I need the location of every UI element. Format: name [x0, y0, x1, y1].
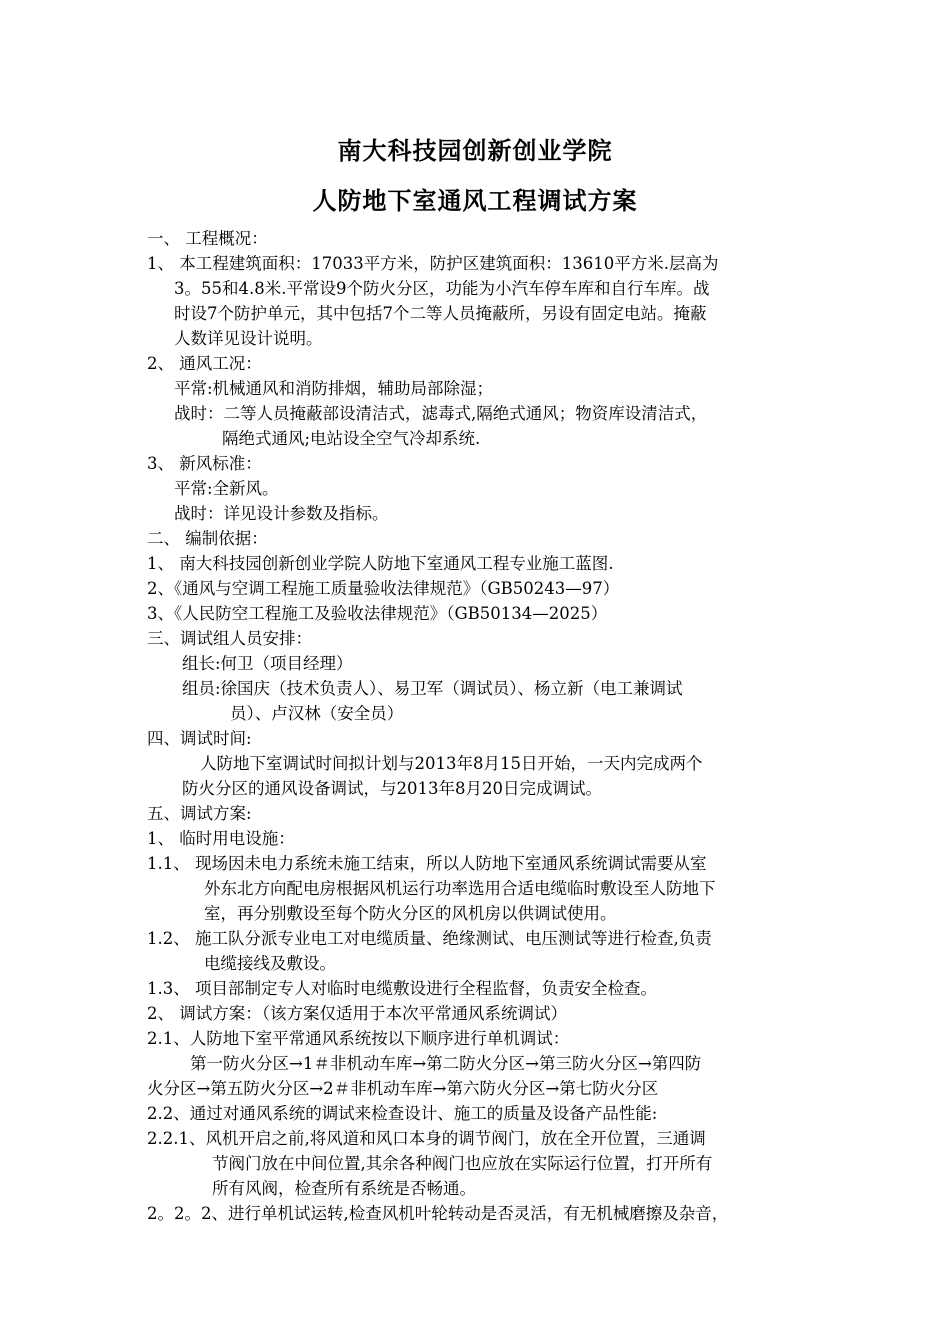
paragraph-line: 节阀门放在中间位置,其余各种阀门也应放在实际运行位置，打开所有 — [212, 1154, 713, 1173]
list-item-heading: 2、 通风工况： — [147, 354, 262, 373]
list-item-heading: 2、 调试方案：（该方案仅适用于本次平常通风系统调试） — [147, 1004, 567, 1023]
paragraph-line: 1.2、 施工队分派专业电工对电缆质量、绝缘测试、电压测试等进行检查,负责 — [147, 929, 712, 948]
document-subtitle: 人防地下室通风工程调试方案 — [312, 187, 638, 215]
paragraph-line: 隔绝式通风;电站设全空气冷却系统. — [222, 429, 481, 448]
section-heading-team: 三、调试组人员安排： — [147, 629, 312, 648]
section-heading-schedule: 四、调试时间: — [147, 729, 252, 748]
list-item-heading: 3、 新风标准： — [147, 454, 262, 473]
paragraph-line: 组员:徐国庆（技术负责人）、易卫军（调试员）、杨立新（电工兼调试 — [182, 679, 683, 698]
paragraph-line: 外东北方向配电房根据风机运行功率选用合适电缆临时敷设至人防地下 — [204, 879, 716, 898]
paragraph-line: 战时：详见设计参数及指标。 — [174, 504, 389, 523]
paragraph-line: 火分区→第五防火分区→2＃非机动车库→第六防火分区→第七防火分区 — [147, 1079, 659, 1098]
paragraph-line: 3。55和4.8米.平常设9个防火分区，功能为小汽车停车库和自行车库。战 — [174, 279, 710, 298]
section-heading-plan: 五、调试方案: — [147, 804, 252, 823]
paragraph-line: 平常:机械通风和消防排烟，辅助局部除湿； — [174, 379, 494, 398]
paragraph-line: 防火分区的通风设备调试，与2013年8月20日完成调试。 — [182, 779, 602, 798]
paragraph-line: 电缆接线及敷设。 — [204, 954, 336, 973]
section-heading-overview: 一、 工程概况： — [147, 229, 268, 248]
paragraph-line: 2。2。2、进行单机试运转,检查风机叶轮转动是否灵活，有无机械磨擦及杂音， — [147, 1204, 729, 1223]
paragraph-line: 战时：二等人员掩蔽部设清洁式，滤毒式,隔绝式通风；物资库设清洁式， — [174, 404, 708, 423]
document-title: 南大科技园创新创业学院 — [337, 137, 613, 165]
paragraph-line: 平常:全新风。 — [174, 479, 279, 498]
paragraph-line: 1、 本工程建筑面积：17033平方米，防护区建筑面积：13610平方米.层高为 — [147, 254, 719, 273]
paragraph-line: 1.3、 项目部制定专人对临时电缆敷设进行全程监督，负责安全检查。 — [147, 979, 657, 998]
paragraph-line: 1.1、 现场因未电力系统未施工结束，所以人防地下室通风系统调试需要从室 — [147, 854, 707, 873]
paragraph-line: 人数详见设计说明。 — [174, 329, 323, 348]
paragraph-line: 第一防火分区→1＃非机动车库→第二防火分区→第三防火分区→第四防 — [190, 1054, 702, 1073]
paragraph-line: 2.2、通过对通风系统的调试来检查设计、施工的质量及设备产品性能: — [147, 1104, 658, 1123]
paragraph-line: 员）、卢汉林（安全员） — [230, 704, 404, 723]
paragraph-line: 组长:何卫（项目经理） — [182, 654, 353, 673]
paragraph-line: 所有风阀，检查所有系统是否畅通。 — [212, 1179, 476, 1198]
paragraph-line: 人防地下室调试时间拟计划与2013年8月15日开始，一天内完成两个 — [200, 754, 703, 773]
list-item: 1、 南大科技园创新创业学院人防地下室通风工程专业施工蓝图. — [147, 554, 614, 573]
list-item-heading: 1、 临时用电设施： — [147, 829, 295, 848]
section-heading-basis: 二、 编制依据： — [147, 529, 268, 548]
paragraph-line: 室，再分别敷设至每个防火分区的风机房以供调试使用。 — [204, 904, 617, 923]
list-item: 2、《通风与空调工程施工质量验收法律规范》（GB50243—97） — [147, 579, 620, 598]
list-item: 3、《人民防空工程施工及验收法律规范》（GB50134—2025） — [147, 604, 608, 623]
paragraph-line: 2.1、人防地下室平常通风系统按以下顺序进行单机调试： — [147, 1029, 570, 1048]
paragraph-line: 时设7个防护单元，其中包括7个二等人员掩蔽所，另设有固定电站。掩蔽 — [174, 304, 707, 323]
paragraph-line: 2.2.1、风机开启之前,将风道和风口本身的调节阀门，放在全开位置，三通调 — [147, 1129, 706, 1148]
